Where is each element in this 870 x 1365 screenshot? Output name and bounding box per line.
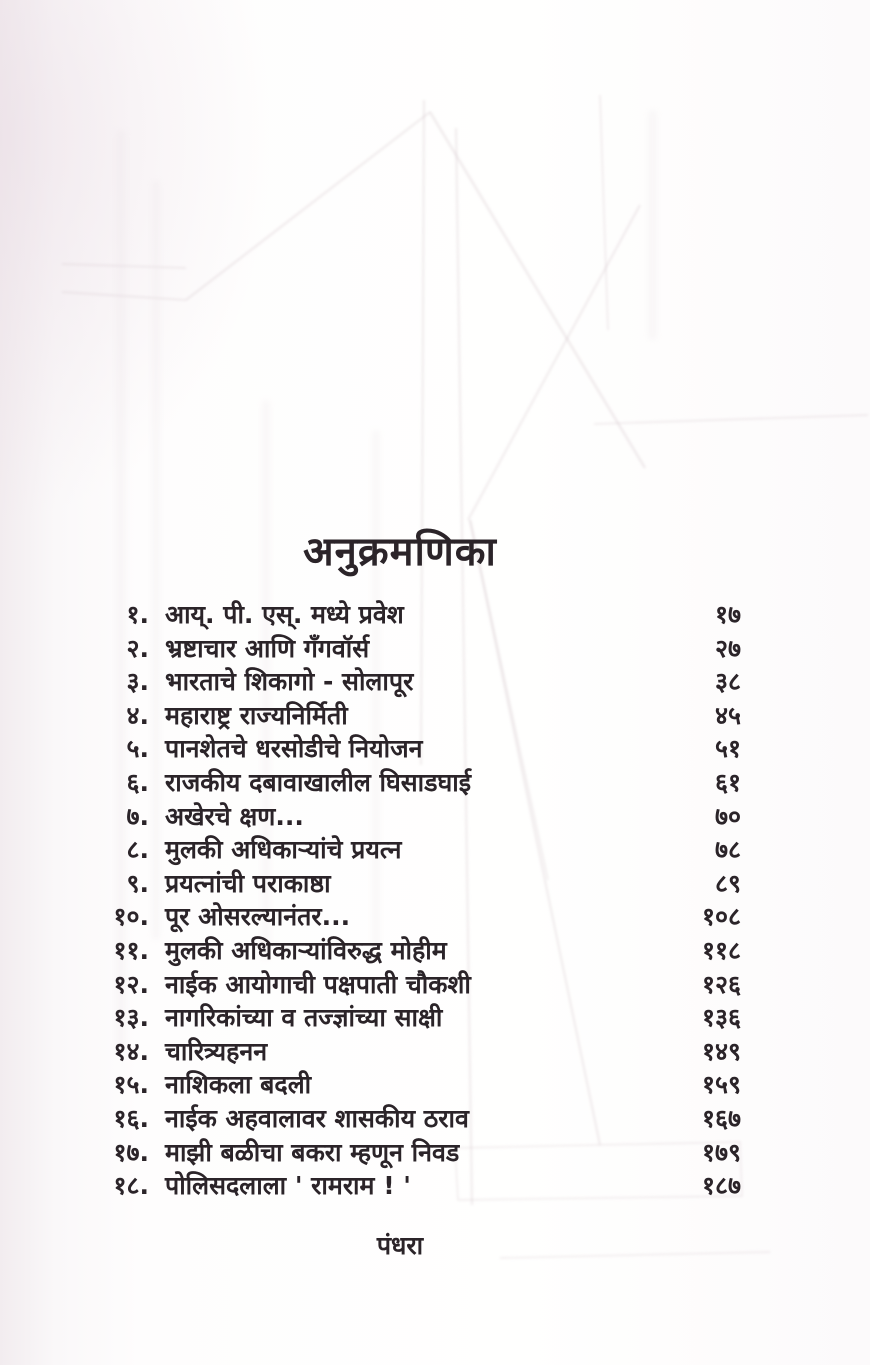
- entry-number: ८.: [126, 835, 149, 865]
- entry-title: नाईक आयोगाची पक्षपाती चौकशी: [165, 969, 471, 999]
- entry-title: चारित्र्यहनन: [165, 1036, 268, 1066]
- entry-number: १६.: [113, 1103, 149, 1133]
- toc-entry: [105, 1034, 741, 1068]
- toc-entry: [105, 1168, 741, 1202]
- entry-page: २७: [714, 633, 741, 663]
- folio-page-word: पंधरा: [376, 1231, 424, 1260]
- entry-number: ४.: [126, 700, 149, 730]
- entry-page: ४५: [714, 700, 741, 730]
- entry-page: ७०: [714, 801, 741, 831]
- entry-title: अखेरचे क्षण...: [165, 801, 304, 831]
- entry-number: १७.: [113, 1137, 149, 1167]
- entry-title: पानशेतचे धरसोडीचे नियोजन: [165, 734, 423, 764]
- entry-page: १४९: [701, 1036, 741, 1066]
- entry-title: माझी बळीचा बकरा म्हणून निवड: [165, 1137, 460, 1167]
- entry-title: महाराष्ट्र राज्यनिर्मिती: [165, 700, 348, 730]
- entry-number: १०.: [113, 902, 149, 932]
- entry-title: नाशिकला बदली: [165, 1070, 312, 1100]
- toc-entry: [105, 1101, 741, 1135]
- toc-entry: [105, 1135, 741, 1169]
- entry-title: नागरिकांच्या व तज्ज्ञांच्या साक्षी: [165, 1003, 443, 1033]
- toc-entry: [105, 933, 741, 967]
- entry-page: १८७: [701, 1171, 741, 1201]
- entry-number: १२.: [113, 969, 149, 999]
- entry-title: नाईक अहवालावर शासकीय ठराव: [165, 1103, 469, 1133]
- entry-number: २.: [126, 633, 149, 663]
- entry-page: १५९: [701, 1070, 741, 1100]
- toc-entry: [105, 731, 741, 765]
- entry-page: ७८: [714, 835, 741, 865]
- toc-entry: [105, 1067, 741, 1101]
- entry-page: १७: [714, 600, 741, 629]
- entry-title: भ्रष्टाचार आणि गँगवॉर्स: [165, 633, 370, 663]
- entry-page: १७९: [701, 1137, 741, 1167]
- entry-title: प्रयत्नांची पराकाष्ठा: [165, 868, 331, 898]
- entry-page: १०८: [701, 902, 741, 932]
- toc-entry: [105, 799, 741, 833]
- toc-entry: [105, 698, 741, 732]
- entry-number: १४.: [113, 1036, 149, 1066]
- entry-title: मुलकी अधिकाऱ्यांविरुद्ध मोहीम: [165, 935, 447, 965]
- toc-entry: [105, 967, 741, 1001]
- entry-number: ३.: [126, 667, 149, 697]
- entry-page: ५१: [714, 734, 741, 764]
- entry-number: १८.: [113, 1171, 149, 1201]
- entry-page: ३८: [714, 667, 741, 697]
- toc-entry: [105, 899, 741, 933]
- page-title: अनुक्रमणिका: [303, 529, 497, 575]
- entry-number: ५.: [126, 734, 149, 764]
- entry-title: पूर ओसरल्यानंतर...: [165, 902, 351, 932]
- toc-entry: [105, 832, 741, 866]
- entry-title: मुलकी अधिकाऱ्यांचे प्रयत्न: [165, 835, 402, 865]
- bleed-smudge: [648, 110, 657, 340]
- table-of-contents: [105, 597, 741, 1202]
- entry-page: १२६: [701, 969, 741, 999]
- entry-title: राजकीय दबावाखालील घिसाडघाई: [165, 767, 472, 797]
- entry-title: पोलिसदलाला ' रामराम ! ': [165, 1171, 411, 1201]
- entry-page: १३६: [701, 1003, 741, 1033]
- toc-entry: [105, 597, 741, 631]
- entry-number: १५.: [113, 1070, 149, 1100]
- entry-number: ९.: [126, 868, 149, 898]
- toc-entry: [105, 866, 741, 900]
- entry-number: ७.: [126, 801, 149, 831]
- entry-page: १६७: [701, 1103, 741, 1133]
- toc-entry: [105, 664, 741, 698]
- entry-number: १.: [126, 600, 149, 629]
- toc-entry: [105, 765, 741, 799]
- entry-number: १३.: [113, 1003, 149, 1033]
- entry-page: ८९: [714, 868, 741, 898]
- entry-number: ११.: [113, 935, 149, 965]
- entry-title: आय्. पी. एस्. मध्ये प्रवेश: [165, 600, 404, 629]
- entry-title: भारताचे शिकागो - सोलापूर: [165, 667, 414, 697]
- entry-page: ११८: [701, 935, 741, 965]
- entry-page: ६१: [714, 767, 741, 797]
- toc-entry: [105, 1000, 741, 1034]
- entry-number: ६.: [126, 767, 149, 797]
- toc-entry: [105, 631, 741, 665]
